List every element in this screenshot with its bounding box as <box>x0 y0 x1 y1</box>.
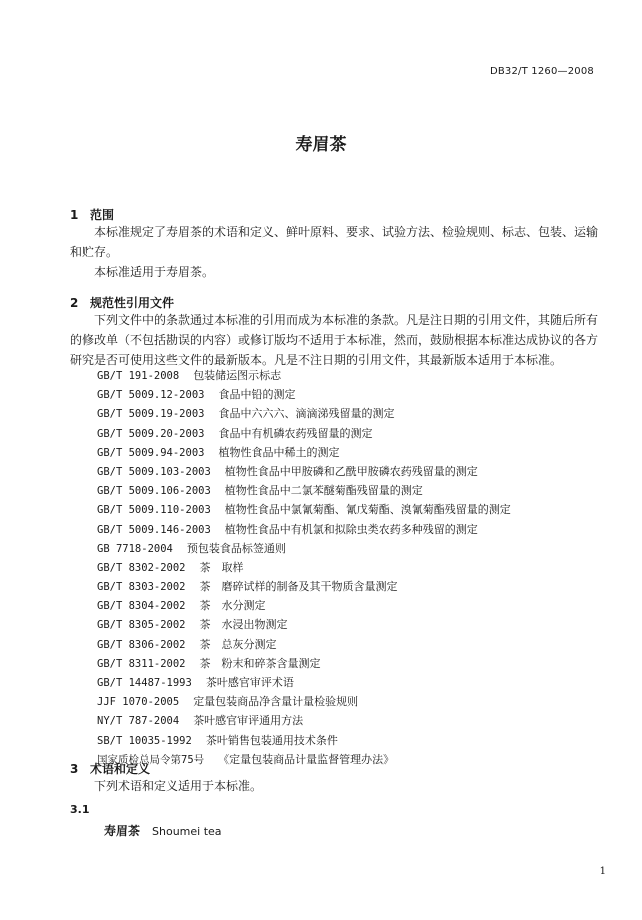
reference-code: GB/T 191-2008 <box>97 370 180 382</box>
reference-title: 茶叶感官审评术语 <box>205 676 294 689</box>
reference-list <box>97 366 511 769</box>
reference-title: 植物性食品中有机氯和拟除虫类农药多种残留的测定 <box>224 522 478 536</box>
section-2-body <box>70 310 600 370</box>
section-3-number: 3 <box>70 762 79 776</box>
reference-title: 茶 总灰分测定 <box>199 637 277 651</box>
reference-item <box>97 558 511 577</box>
reference-title: 食品中有机磷农药残留量的测定 <box>218 426 373 440</box>
section-3-title: 术语和定义 <box>90 762 151 776</box>
reference-item <box>97 404 511 423</box>
reference-code: GB 7718-2004 <box>97 542 173 555</box>
reference-item <box>97 692 511 711</box>
reference-title: 茶 磨碎试样的制备及其干物质含量测定 <box>199 580 398 594</box>
section-1-heading <box>70 206 114 223</box>
term-3-1-english: Shoumei tea <box>152 825 222 838</box>
reference-title: 茶叶感官审评通用方法 <box>193 714 304 728</box>
reference-item <box>97 731 511 750</box>
reference-item <box>97 750 511 769</box>
reference-title: 茶 水分测定 <box>199 599 266 613</box>
reference-code: JJF 1070-2005 <box>97 696 180 709</box>
document-title: 寿眉茶 <box>295 135 347 155</box>
reference-title: 茶 水浸出物测定 <box>199 618 288 632</box>
term-3-1-number: 3.1 <box>70 803 90 816</box>
reference-title: 茶 粉末和碎茶含量测定 <box>199 656 321 670</box>
reference-item <box>97 615 511 634</box>
reference-code: GB/T 8306-2002 <box>97 638 186 651</box>
reference-item <box>97 577 511 596</box>
reference-code: GB/T 8302-2002 <box>97 561 186 574</box>
reference-code: GB/T 5009.19-2003 <box>97 408 205 421</box>
section-1-title: 范围 <box>90 208 115 222</box>
page-number: 1 <box>599 866 606 877</box>
section-2-heading <box>70 294 174 311</box>
reference-title: 预包装食品标签通则 <box>186 541 286 555</box>
reference-title: 《定量包装商品计量监督管理办法》 <box>218 752 395 766</box>
reference-item <box>97 500 511 519</box>
scope-paragraph: 本标准规定了寿眉茶的术语和定义、鲜叶原料、要求、试验方法、检验规则、标志、包装、运输和贮存。 <box>70 225 599 259</box>
section-3-body <box>70 776 600 796</box>
section-2-title: 规范性引用文件 <box>90 296 175 310</box>
reference-code: NY/T 787-2004 <box>97 715 180 728</box>
reference-code: SB/T 10035-1992 <box>97 734 192 747</box>
section-2-number: 2 <box>70 296 79 310</box>
reference-title: 植物性食品中二氯苯醚菊酯残留量的测定 <box>224 484 423 498</box>
reference-item <box>97 711 511 730</box>
reference-code: 国家质检总局令第75号 <box>97 753 205 766</box>
reference-item <box>97 443 511 462</box>
reference-code: GB/T 14487-1993 <box>97 677 192 689</box>
reference-code: GB/T 8304-2002 <box>97 600 186 613</box>
reference-title: 包装储运图示标志 <box>193 369 282 382</box>
reference-code: GB/T 8303-2002 <box>97 581 186 594</box>
reference-code: GB/T 8305-2002 <box>97 619 186 632</box>
reference-code: GB/T 5009.12-2003 <box>97 389 205 402</box>
standard-code: DB32/T 1260—2008 <box>489 66 594 77</box>
reference-title: 食品中铅的测定 <box>218 388 296 402</box>
reference-code: GB/T 5009.106-2003 <box>97 485 211 498</box>
reference-item <box>97 673 511 692</box>
reference-item <box>97 635 511 654</box>
reference-item <box>97 481 511 500</box>
reference-code: GB/T 5009.20-2003 <box>97 427 205 440</box>
reference-item <box>97 462 511 481</box>
reference-code: GB/T 8311-2002 <box>97 657 186 670</box>
reference-item <box>97 654 511 673</box>
reference-code: GB/T 5009.103-2003 <box>97 465 211 478</box>
reference-item <box>97 539 511 558</box>
section-1-body <box>70 222 600 282</box>
section-3-heading <box>70 760 150 777</box>
reference-title: 定量包装商品净含量计量检验规则 <box>193 695 359 709</box>
reference-item <box>97 596 511 615</box>
section-1-number: 1 <box>70 208 79 222</box>
normative-intro: 下列文件中的条款通过本标准的引用而成为本标准的条款。凡是注日期的引用文件，其随后所有的修改单（不包括勘误的内容）或修订版均不适用于本标准，然而，鼓励根据本标准达成协议的各方研究是否可使用这些文件的最新版本。凡是不注日期的引用文件，其最新版本适用于本标准。 <box>70 313 599 367</box>
term-3-1 <box>104 822 222 839</box>
reference-item <box>97 424 511 443</box>
reference-code: GB/T 5009.94-2003 <box>97 446 205 459</box>
reference-item <box>97 385 511 404</box>
reference-title: 植物性食品中氯氰菊酯、氰戊菊酯、溴氰菊酯残留量的测定 <box>224 503 511 517</box>
reference-title: 茶叶销售包装通用技术条件 <box>205 733 338 747</box>
reference-code: GB/T 5009.146-2003 <box>97 523 211 536</box>
reference-title: 植物性食品中稀土的测定 <box>218 445 340 459</box>
reference-item <box>97 520 511 539</box>
reference-item <box>97 366 511 385</box>
scope-applicability: 本标准适用于寿眉茶。 <box>94 265 215 279</box>
reference-code: GB/T 5009.110-2003 <box>97 504 211 517</box>
reference-title: 茶 取样 <box>199 560 244 574</box>
reference-title: 食品中六六六、滴滴涕残留量的测定 <box>218 407 395 421</box>
reference-title: 植物性食品中甲胺磷和乙酰甲胺磷农药残留量的测定 <box>224 464 478 478</box>
terms-intro: 下列术语和定义适用于本标准。 <box>94 779 263 793</box>
term-3-1-chinese: 寿眉茶 <box>104 824 141 838</box>
